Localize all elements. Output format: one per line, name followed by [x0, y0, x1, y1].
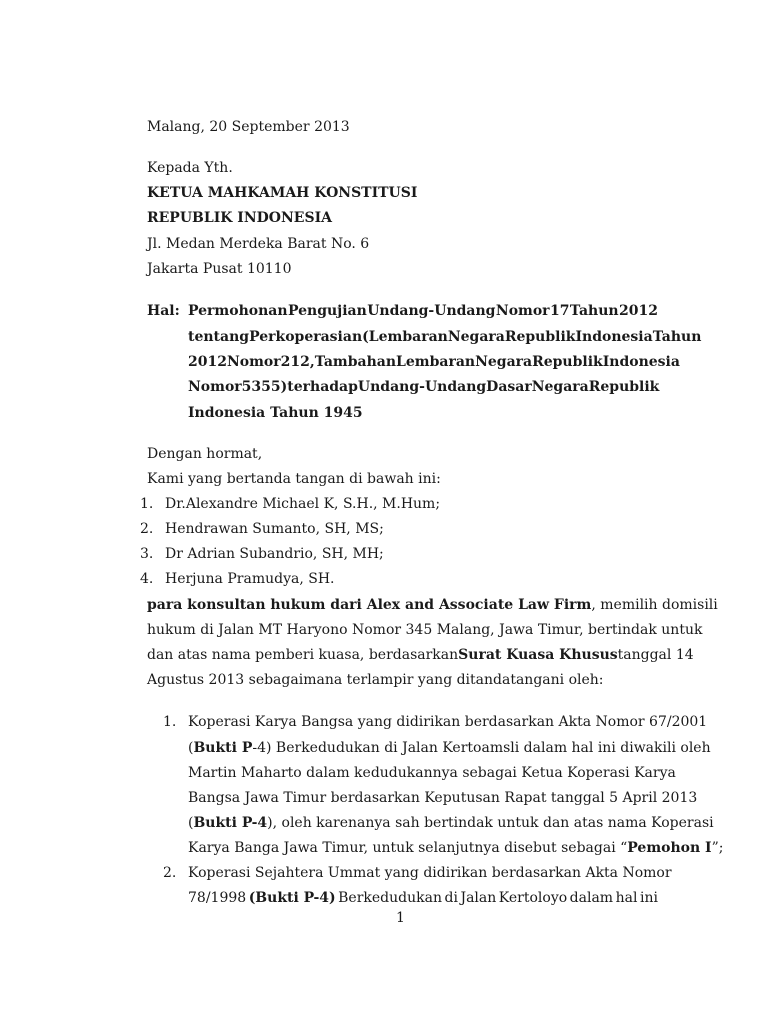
subject-word: Nomor: [226, 354, 281, 370]
paren: (: [188, 815, 194, 831]
subject-line: [188, 404, 363, 422]
petitioner-line: Bangsa Jawa Timur berdasarkan Keputusan Rapat tanggal 5 April 2013: [188, 790, 698, 806]
petitioner-word: Kertoloyo: [498, 890, 568, 906]
greeting: Dengan hormat,: [147, 446, 263, 462]
signatory-name: Dr.Alexandre Michael K, S.H., M.Hum;: [165, 496, 441, 512]
subject-word: 2012: [619, 303, 658, 319]
subject-word: Pengujian: [287, 303, 367, 319]
recipient-salutation: Kepada Yth.: [147, 160, 233, 176]
subject-word: (Lembaran: [362, 329, 448, 345]
intro-line: Kami yang bertanda tangan di bawah ini:: [147, 471, 441, 487]
subject-word: Negara: [531, 379, 589, 395]
subject-word: Nomor: [188, 379, 242, 395]
evidence-ref: (Bukti P-4): [248, 890, 336, 906]
petitioner-word: Jalan: [460, 890, 497, 906]
subject-word: Republik: [504, 329, 576, 345]
firm-name: para konsultan hukum dari Alex and Associate Law Firm: [147, 597, 592, 613]
subject-line: [188, 353, 680, 371]
subject-word: tentang: [188, 329, 250, 345]
petitioner-line: [188, 739, 711, 757]
petitioner-line: [188, 814, 714, 832]
subject-word: 212,: [280, 354, 315, 370]
firm-line-2: hukum di Jalan MT Haryono Nomor 345 Malang, Jawa Timur, bertindak untuk: [147, 622, 703, 638]
petitioner-designation: Pemohon I: [627, 840, 712, 856]
subject-word: Undang-Undang: [367, 303, 496, 319]
subject-word: Dasar: [486, 379, 532, 395]
recipient-address-1: Jl. Medan Merdeka Barat No. 6: [147, 236, 370, 252]
firm-line-1-rest: , memilih domisili: [591, 597, 718, 613]
recipient-title-2: REPUBLIK INDONESIA: [147, 210, 332, 226]
signatory-number: 3.: [140, 546, 154, 562]
subject-line: [188, 378, 658, 396]
petitioner-line: [188, 889, 658, 907]
recipient-address-2: Jakarta Pusat 10110: [147, 261, 292, 277]
paren: (: [188, 740, 194, 756]
subject-line: [188, 302, 658, 320]
subject-word: 5355): [241, 379, 288, 395]
subject-word: Nomor: [495, 303, 550, 319]
petitioner-line-rest: -4) Berkedudukan di Jalan Kertoamsli dalam hal ini diwakili oleh: [252, 740, 711, 756]
subject-word: Undang-Undang: [357, 379, 487, 395]
subject-word: Republik: [532, 354, 603, 370]
evidence-ref: Bukti P-4: [193, 815, 268, 831]
subject-word: Tahun: [652, 329, 702, 345]
petitioner-line: Koperasi Sejahtera Ummat yang didirikan berdasarkan Akta Nomor: [188, 865, 672, 881]
signatory-number: 1.: [140, 496, 154, 512]
power-of-attorney: Surat Kuasa Khusus: [458, 647, 618, 663]
firm-line-1: [147, 596, 718, 614]
page-number: 1: [396, 910, 405, 926]
subject-label: Hal:: [147, 303, 180, 319]
petitioner-word: di: [444, 890, 458, 906]
petitioner-line-post: ”;: [711, 840, 724, 856]
subject-word: Tahun: [569, 303, 619, 319]
signatory-number: 2.: [140, 521, 154, 537]
recipient-title-1: KETUA MAHKAMAH KONSTITUSI: [147, 185, 418, 201]
signatory-name: Hendrawan Sumanto, SH, MS;: [165, 521, 384, 537]
deed-number: 78/1998: [188, 890, 247, 906]
subject-word: Permohonan: [188, 303, 288, 319]
subject-word: 2012: [188, 354, 227, 370]
evidence-ref: Bukti P: [193, 740, 253, 756]
petitioner-line: Martin Maharto dalam kedudukannya sebagai Ketua Koperasi Karya: [188, 765, 676, 781]
petitioner-word: hal: [615, 890, 638, 906]
petitioner-line: [188, 839, 723, 857]
subject-word: Lembaran: [396, 354, 476, 370]
subject-word: Republik: [588, 379, 660, 395]
signatory-name: Herjuna Pramudya, SH.: [165, 571, 335, 587]
subject-word: Perkoperasian: [249, 329, 363, 345]
firm-line-3-c: tanggal 14: [617, 647, 694, 663]
subject-word: Negara: [447, 329, 505, 345]
petitioner-line: Koperasi Karya Bangsa yang didirikan berdasarkan Akta Nomor 67/2001: [188, 714, 708, 730]
subject-word: Tambahan: [314, 354, 397, 370]
firm-line-4: Agustus 2013 sebagaimana terlampir yang ditandatangani oleh:: [147, 672, 604, 688]
petitioner-number: 1.: [163, 714, 177, 730]
petitioner-word: ini: [639, 890, 658, 906]
petitioner-word: Berkedudukan: [338, 890, 442, 906]
subject-word: terhadap: [287, 379, 358, 395]
signatory-name: Dr Adrian Subandrio, SH, MH;: [165, 546, 384, 562]
signatory-number: 4.: [140, 571, 154, 587]
subject-line: [188, 328, 702, 346]
firm-line-3: [147, 646, 694, 664]
subject-word: Indonesia: [575, 329, 653, 345]
subject-word: Indonesia Tahun 1945: [188, 405, 363, 421]
date-line: Malang, 20 September 2013: [147, 119, 350, 135]
firm-line-3-a: dan atas nama pemberi kuasa, berdasarkan: [147, 647, 459, 663]
petitioner-line-rest: ), oleh karenanya sah bertindak untuk dan atas nama Koperasi: [267, 815, 714, 831]
petitioner-number: 2.: [163, 865, 177, 881]
subject-word: Indonesia: [602, 354, 680, 370]
petitioner-word: dalam: [569, 890, 614, 906]
petitioner-line-pre: Karya Banga Jawa Timur, untuk selanjutnya disebut sebagai “: [188, 840, 628, 856]
subject-word: Negara: [475, 354, 533, 370]
subject-word: 17: [549, 303, 570, 319]
